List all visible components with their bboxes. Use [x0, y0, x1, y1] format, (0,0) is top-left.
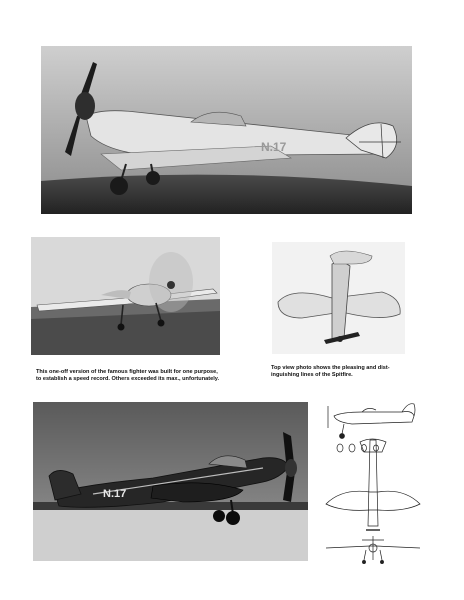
bottom-photo	[33, 402, 308, 561]
middle-left-photo	[31, 237, 220, 355]
caption-left-line1: This one-off version of the famous fighter was built for one purpose,	[36, 369, 218, 375]
three-view-drawing	[322, 400, 424, 568]
caption-right-line1: Top view photo shows the pleasing and dist-	[271, 365, 390, 371]
bottom-photo-registration: N.17	[103, 488, 127, 500]
caption-left-line2: to establish a speed record. Others exceeded its max., unfortunately.	[36, 376, 219, 382]
top-photo-registration: N.17	[261, 140, 287, 154]
middle-right-photo	[272, 242, 405, 354]
caption-right-line2: inguishing lines of the Spitfire.	[271, 372, 353, 378]
top-photo	[41, 46, 412, 214]
caption-left	[36, 369, 256, 383]
caption-right	[271, 365, 421, 379]
